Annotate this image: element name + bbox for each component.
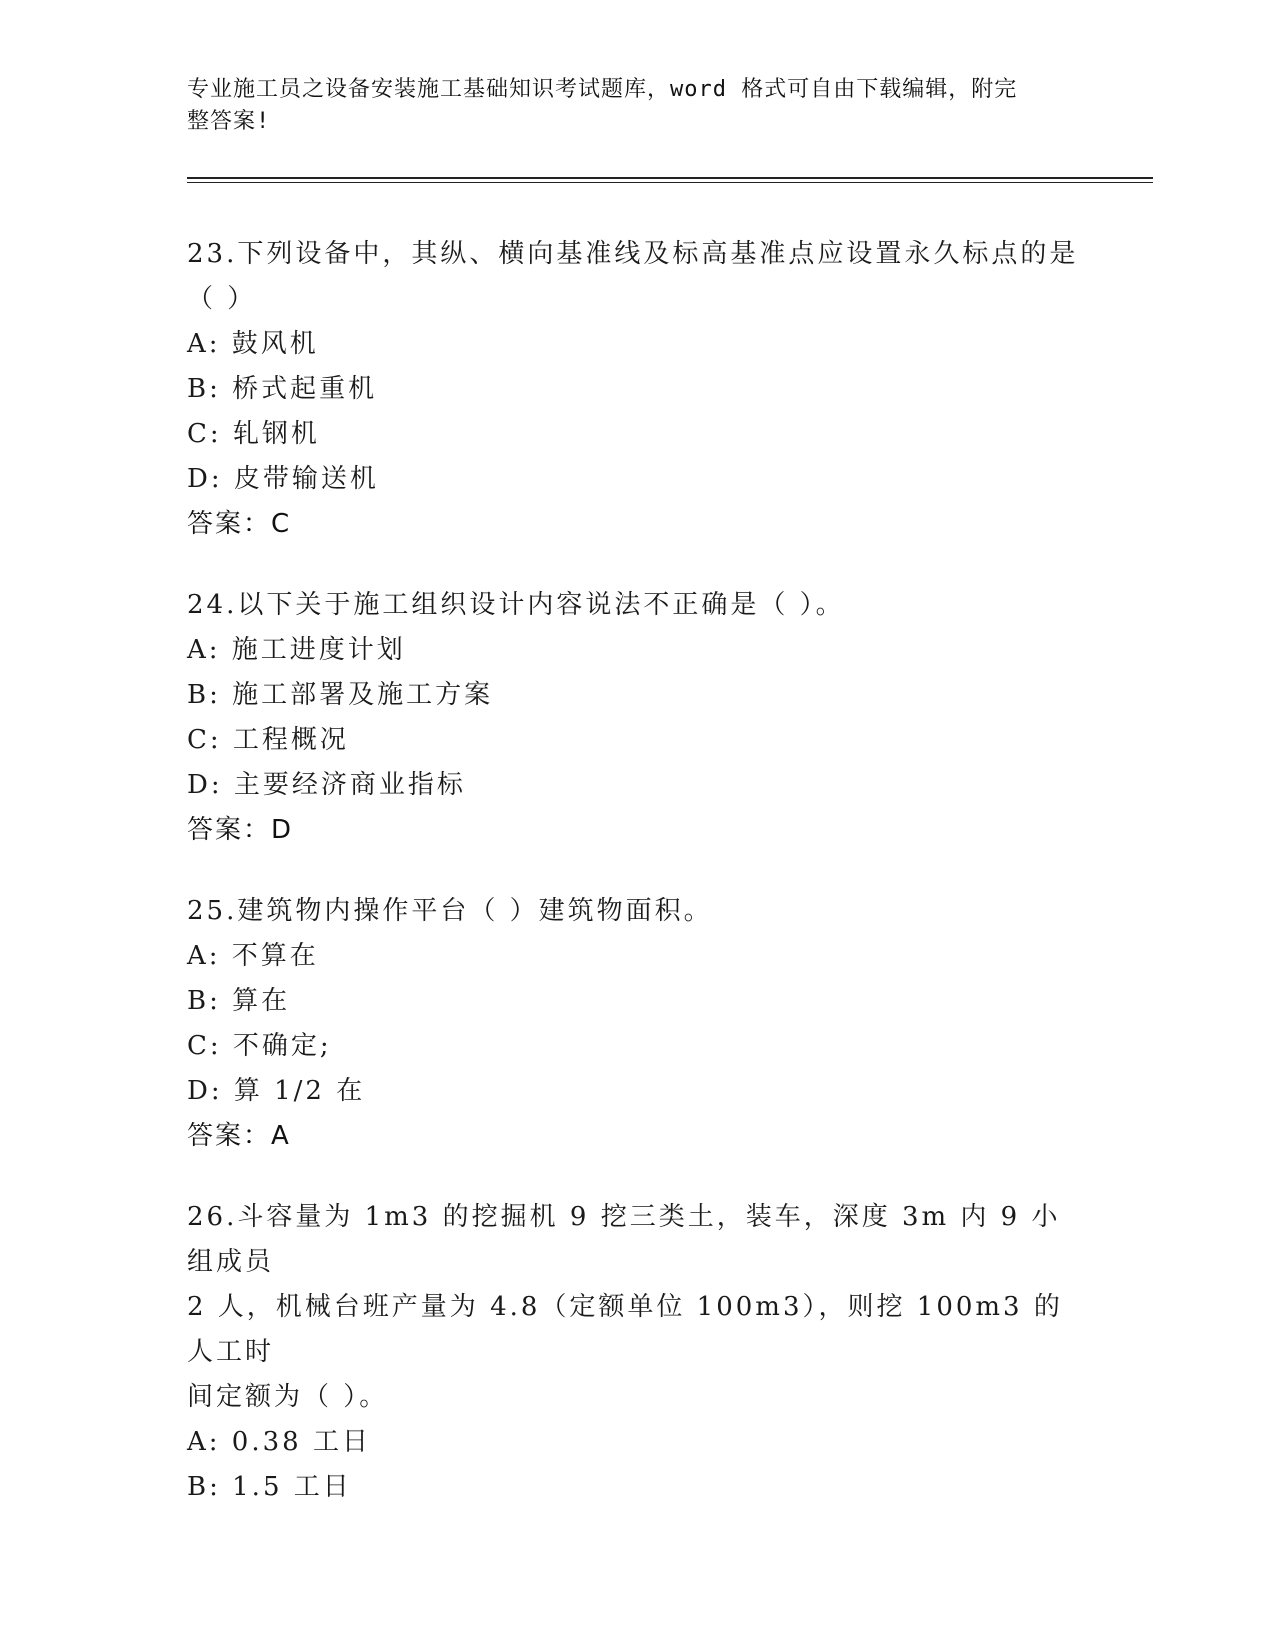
question-23 (187, 232, 1087, 547)
option-a: A: 鼓风机 (187, 329, 319, 359)
option-d: D: 算 1/2 在 (187, 1076, 366, 1106)
option-b: B: 1.5 工日 (187, 1472, 352, 1502)
document-header (187, 74, 1067, 138)
option-c: C: 工程概况 (187, 725, 349, 755)
question-text-line: 2 人，机械台班产量为 4.8（定额单位 100m3），则挖 100m3 的人工时 (187, 1292, 1063, 1367)
question-26 (187, 1195, 1087, 1510)
question-text-line: 间定额为（ ）。 (187, 1382, 389, 1412)
answer-label: 答案：A (187, 1121, 291, 1151)
question-25 (187, 889, 1087, 1159)
header-divider-thin (187, 182, 1153, 183)
header-line-2: 整答案! (187, 109, 271, 134)
question-text-line: （ ） (187, 284, 257, 314)
question-text-line: 24.以下关于施工组织设计内容说法不正确是（ ）。 (187, 590, 845, 620)
option-d: D: 皮带输送机 (187, 464, 379, 494)
question-text-line: 26.斗容量为 1m3 的挖掘机 9 挖三类土，装车，深度 3m 内 9 小组成员 (187, 1202, 1061, 1277)
option-b: B: 算在 (187, 986, 291, 1016)
answer-label: 答案：C (187, 509, 292, 539)
question-list (187, 232, 1087, 1546)
question-24 (187, 583, 1087, 853)
question-text-line: 23.下列设备中，其纵、横向基准线及标高基准点应设置永久标点的是 (187, 239, 1079, 269)
question-text-line: 25.建筑物内操作平台（ ）建筑物面积。 (187, 896, 713, 926)
option-b: B: 桥式起重机 (187, 374, 378, 404)
option-c: C: 不确定; (187, 1031, 332, 1061)
option-c: C: 轧钢机 (187, 419, 320, 449)
option-a: A: 0.38 工日 (187, 1427, 371, 1457)
option-d: D: 主要经济商业指标 (187, 770, 466, 800)
header-line-1: 专业施工员之设备安装施工基础知识考试题库，word 格式可自由下载编辑，附完 (187, 77, 1018, 102)
option-a: A: 不算在 (187, 941, 319, 971)
answer-label: 答案：D (187, 815, 294, 845)
option-a: A: 施工进度计划 (187, 635, 406, 665)
option-b: B: 施工部署及施工方案 (187, 680, 494, 710)
header-divider-thick (187, 177, 1153, 179)
